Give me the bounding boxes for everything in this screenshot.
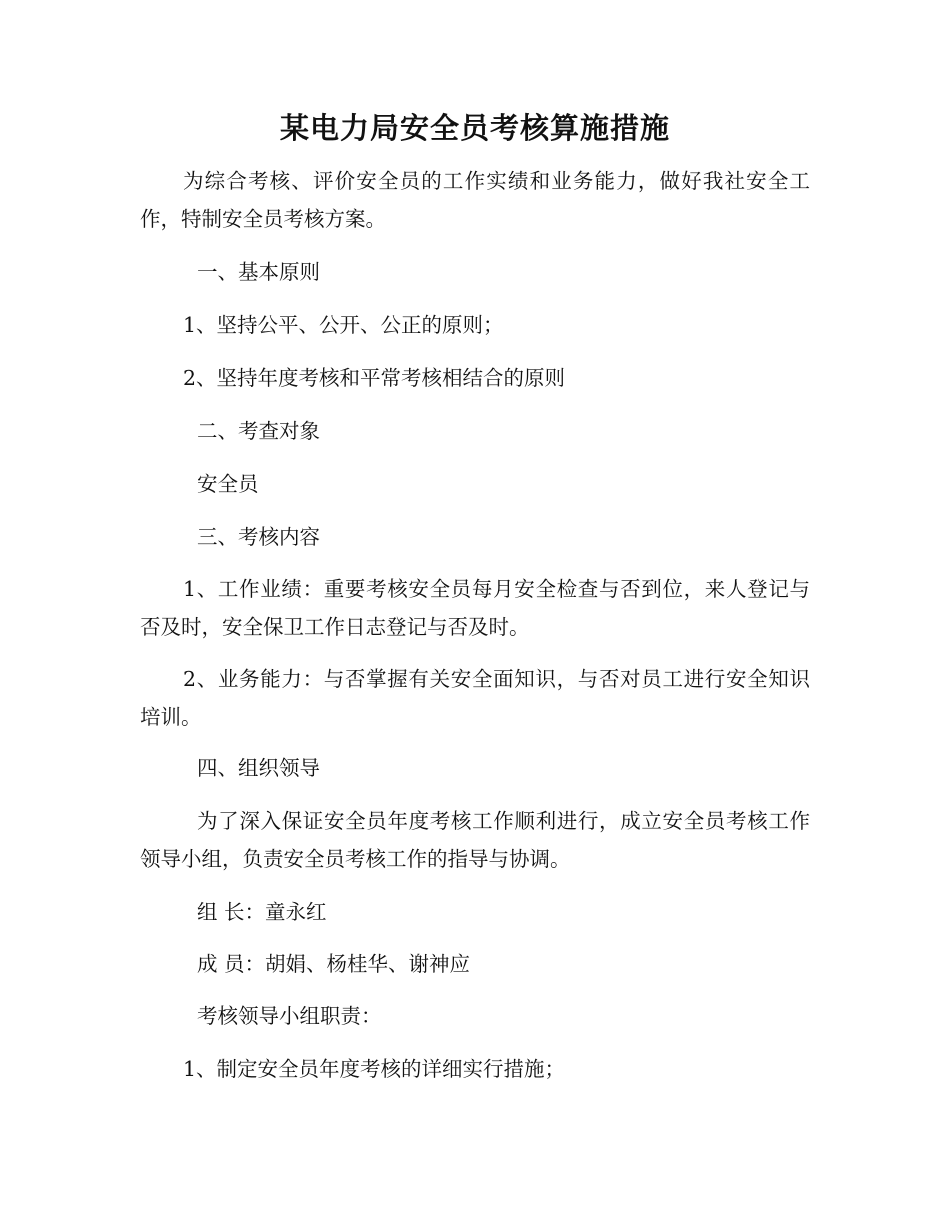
section-3-item-1: 1、工作业绩：重要考核安全员每月安全检查与否到位，来人登记与否及时，安全保卫工作日志登记与否及时。 [140,577,810,639]
duty-item-1: 1、制定安全员年度考核的详细实行措施； [183,1057,566,1081]
section-4-heading: 四、组织领导 [197,756,320,780]
section-2-body: 安全员 [197,472,259,496]
document-title: 某电力局安全员考核算施措施 [279,111,670,145]
section-4-body: 为了深入保证安全员年度考核工作顺利进行，成立安全员考核工作领导小组，负责安全员考核工作的指导与协调。 [140,809,810,871]
duties-heading: 考核领导小组职责： [197,1004,382,1028]
members-line: 成 员：胡娟、杨桂华、谢神应 [197,952,471,976]
section-1-item-2: 2、坚持年度考核和平常考核相结合的原则 [183,366,566,390]
section-3-item-2: 2、业务能力：与否掌握有关安全面知识，与否对员工进行安全知识培训。 [140,667,810,729]
section-1-item-1: 1、坚持公平、公开、公正的原则； [183,313,504,337]
intro-paragraph: 为综合考核、评价安全员的工作实绩和业务能力，做好我社安全工作，特制安全员考核方案。 [140,169,810,231]
section-2-heading: 二、考查对象 [197,419,320,443]
leader-line: 组 长：童永红 [197,900,327,924]
section-3-heading: 三、考核内容 [197,525,320,549]
section-1-heading: 一、基本原则 [197,260,320,284]
